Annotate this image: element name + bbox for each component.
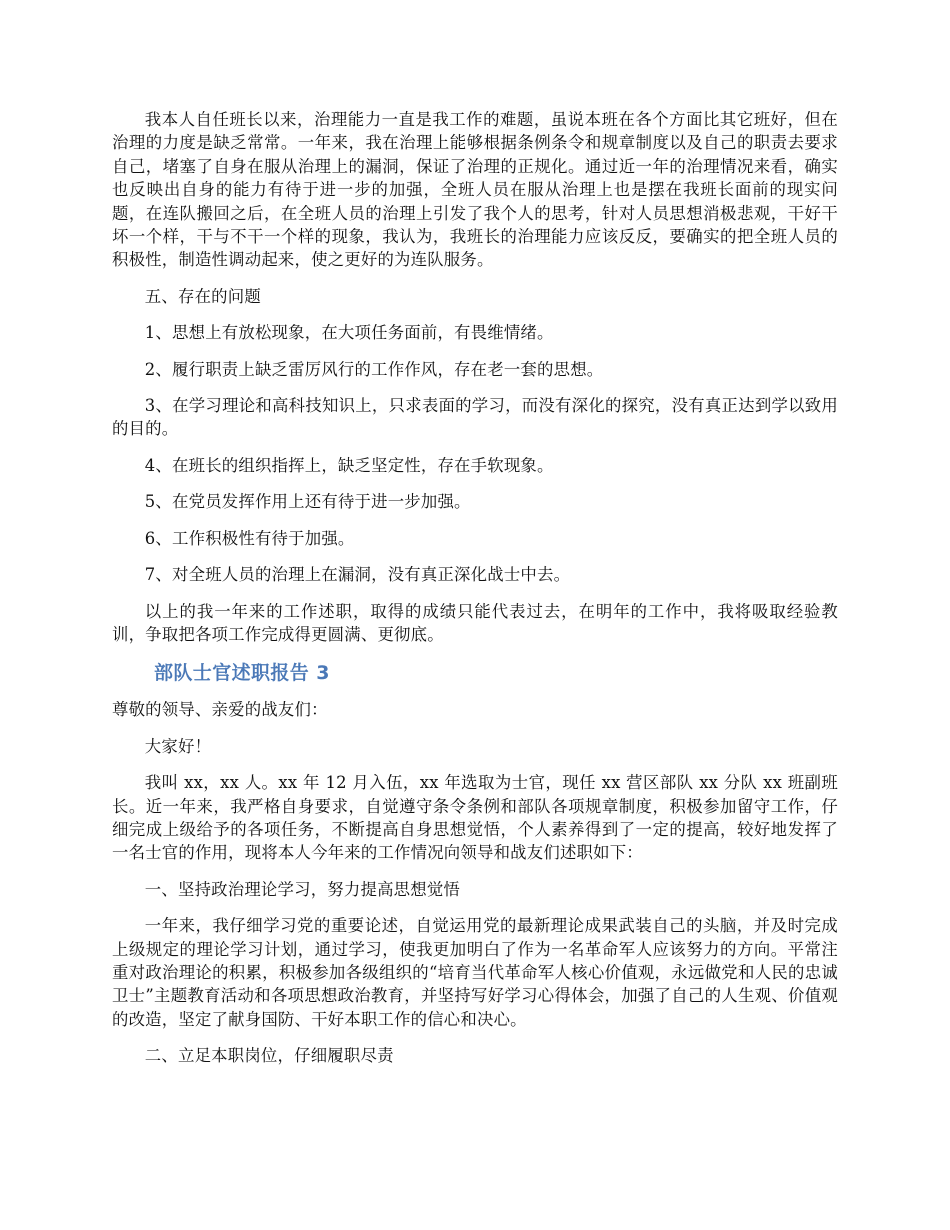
- section-heading-duties: 二、立足本职岗位，仔细履职尽责: [144, 1046, 394, 1066]
- list-item: 3、在学习理论和高科技知识上，只求表面的学习，而没有深化的探究，没有真正达到学以致用的目的。: [112, 396, 838, 439]
- closing-paragraph: 以上的我一年来的工作述职，取得的成绩只能代表过去，在明年的工作中，我将吸取经验教训，争取把各项工作完成得更圆满、更彻底。: [112, 601, 838, 644]
- list-item: 1、思想上有放松现象，在大项任务面前，有畏维情绪。: [144, 323, 554, 343]
- greeting: 大家好！: [144, 736, 212, 756]
- list-item: 7、对全班人员的治理上在漏洞，没有真正深化战士中去。: [144, 565, 571, 585]
- section-heading-problems: 五、存在的问题: [144, 286, 261, 306]
- list-item: 4、在班长的组织指挥上，缺乏坚定性，存在手软现象。: [144, 455, 554, 475]
- list-item: 2、履行职责上缺乏雷厉风行的工作作风，存在老一套的思想。: [144, 359, 604, 379]
- body-paragraph: 我本人自任班长以来，治理能力一直是我工作的难题，虽说本班在各个方面比其它班好，但在治理的力度是缺乏常常。一年来，我在治理上能够根据条例条令和规章制度以及自己的职责去要求自己，堵塞了自身在服从治理上的漏洞，保证了治理的正规化。通过近一年的治理情况来看，确实也反映出自身的能力有待于进一步的加强，全班人员在服从治理上也是摆在我班长面前的现实问题，在连队搬回之后，在全班人员的治理上引发了我个人的思考，针对人员思想消极悲观，干好干坏一个样，干与不干一个样的现象，我认为，我班长的治理能力应该反反，要确实的把全班人员的积极性，制造性调动起来，使之更好的为连队服务。: [112, 110, 838, 270]
- section-heading-politics: 一、坚持政治理论学习，努力提高思想觉悟: [144, 879, 461, 899]
- list-item: 6、工作积极性有待于加强。: [144, 528, 355, 548]
- intro-paragraph: 我叫 xx，xx 人。xx 年 12 月入伍，xx 年选取为士官，现任 xx 营区部队 xx 分队 xx 班副班长。近一年来，我严格自身要求，自觉遵守条令条例和部队各项规章制度，积极参加留守工作，仔细完成上级给予的各项任务，不断提高自身思想觉悟，个人素养得到了一定的提高，较好地发挥了一名士官的作用，现将本人今年来的工作情况向领导和战友们述职如下：: [112, 773, 838, 863]
- salutation: 尊敬的领导、亲爱的战友们：: [112, 700, 328, 720]
- report-heading: 部队士官述职报告 3: [154, 662, 330, 685]
- body-paragraph: 一年来，我仔细学习党的重要论述，自觉运用党的最新理论成果武装自己的头脑，并及时完成上级规定的理论学习计划，通过学习，使我更加明白了作为一名革命军人应该努力的方向。平常注重对政治理论的积累，积极参加各级组织的“培育当代革命军人核心价值观，永远做党和人民的忠诚卫士”主题教育活动和各项思想政治教育，并坚持写好学习心得体会，加强了自己的人生观、价值观的改造，坚定了献身国防、干好本职工作的信心和决心。: [112, 916, 838, 1029]
- list-item: 5、在党员发挥作用上还有待于进一步加强。: [144, 492, 471, 512]
